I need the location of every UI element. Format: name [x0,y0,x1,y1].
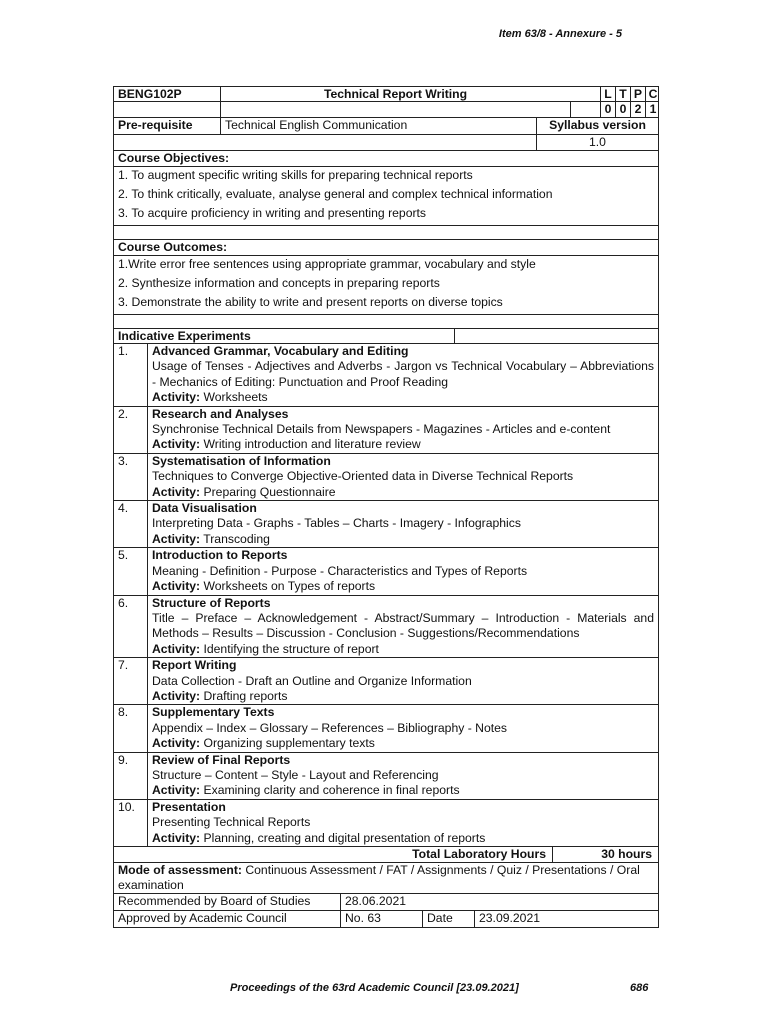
experiment-topics: Appendix – Index – Glossary – References – Bibliography - Notes [152,720,507,735]
page-number: 686 [630,982,649,994]
spacer-row [113,226,659,240]
activity-label: Activity: [152,688,201,703]
academic-council-label: Approved by Academic Council [118,911,287,925]
syllabus-version-label: Syllabus version [536,118,658,134]
experiment-number: 8. [114,705,148,751]
experiments-heading-row [113,329,659,344]
experiment-row [113,501,659,548]
activity-text: Examining clarity and coherence in final reports [200,783,460,798]
objectives-heading: Course Objectives: [113,151,659,167]
experiment-number: 9. [114,753,148,799]
experiment-number: 6. [114,596,148,658]
experiment-row [113,800,659,847]
blank-cell [220,102,570,117]
experiment-number: 7. [114,658,148,704]
experiments-list [113,344,659,847]
experiment-topics: Title – Preface – Acknowledgement - Abstract/Summary – Introduction - Materials and Methods – Results – Discussion - Conclusion - Suggestions/Recommendations [152,610,654,641]
activity-label: Activity: [152,579,201,594]
assessment-row [113,863,659,894]
academic-council-number: No. 63 [340,911,422,927]
activity-text: Worksheets on Types of reports [200,579,376,594]
ltpc-value-c: 1 [645,102,660,117]
experiment-activity [152,390,654,405]
syllabus-version-row [113,135,659,151]
activity-text: Organizing supplementary texts [200,736,375,751]
ltpc-label-p: P [630,87,645,101]
outcome-item: 3. Demonstrate the ability to write and present reports on diverse topics [118,295,503,309]
spacer-row [113,315,659,329]
experiment-title: Advanced Grammar, Vocabulary and Editing [152,344,409,358]
experiment-title: Structure of Reports [152,595,271,610]
total-hours-label: Total Laboratory Hours [412,847,546,861]
activity-label: Activity: [152,830,201,845]
prerequisite-value: Technical English Communication [220,118,536,134]
activity-text: Planning, creating and digital presentation of reports [200,830,486,845]
course-title-row [113,86,659,102]
experiment-title: Introduction to Reports [152,548,288,563]
objective-item: 3. To acquire proficiency in writing and presenting reports [118,206,427,220]
experiment-body [148,800,658,846]
experiment-body [148,501,658,547]
activity-label: Activity: [152,437,201,452]
experiment-topics: Structure – Content – Style - Layout and Referencing [152,767,439,782]
experiment-body [148,454,658,500]
activity-text: Identifying the structure of report [200,641,379,656]
experiment-title: Systematisation of Information [152,453,331,468]
prerequisite-row [113,118,659,135]
experiment-number: 3. [114,454,148,500]
objectives-list [113,167,659,226]
experiment-row [113,658,659,705]
activity-label: Activity: [152,736,201,751]
experiment-row [113,596,659,659]
ltpc-value-l: 0 [600,102,615,117]
experiment-title: Report Writing [152,658,237,673]
experiment-body [148,596,658,658]
experiment-number: 4. [114,501,148,547]
experiment-row [113,344,659,407]
annexure-label: Item 63/8 - Annexure - 5 [498,28,622,40]
experiment-title: Presentation [152,799,226,814]
activity-label: Activity: [152,531,201,546]
experiment-activity [152,437,654,452]
experiment-title: Review of Final Reports [152,752,291,767]
academic-council-row [113,911,659,928]
activity-text: Drafting reports [200,688,288,703]
syllabus-version-value: 1.0 [536,135,658,150]
bos-row [113,894,659,911]
blank-cell [454,329,658,343]
experiment-activity [152,532,654,547]
experiment-body [148,753,658,799]
experiment-activity [152,579,654,594]
academic-council-date: 23.09.2021 [474,911,658,927]
experiment-activity [152,485,654,500]
course-title: Technical Report Writing [220,87,570,101]
experiment-activity [152,831,654,846]
experiments-heading: Indicative Experiments [118,329,251,343]
bos-label: Recommended by Board of Studies [118,894,311,908]
experiment-number: 5. [114,548,148,594]
experiment-activity [152,642,654,657]
objective-item: 1. To augment specific writing skills for preparing technical reports [118,168,473,182]
activity-text: Preparing Questionnaire [200,484,336,499]
outcomes-list [113,256,659,315]
ltpc-value-t: 0 [615,102,630,117]
activity-label: Activity: [152,390,201,405]
assessment-label: Mode of assessment: [118,863,242,877]
syllabus-table [113,86,659,928]
ltpc-label-t: T [615,87,630,101]
experiment-row [113,548,659,595]
experiment-row [113,407,659,454]
assessment-value: Continuous Assessment / FAT / Assignments / Quiz / Presentations / Oral examination [118,863,640,893]
experiment-row [113,753,659,800]
experiment-title: Data Visualisation [152,501,257,516]
experiment-topics: Synchronise Technical Details from Newspapers - Magazines - Articles and e-content [152,422,611,437]
total-hours-row [113,847,659,863]
bos-date: 28.06.2021 [340,894,658,910]
outcome-item: 2. Synthesize information and concepts in preparing reports [118,276,440,290]
experiment-topics: Meaning - Definition - Purpose - Characteristics and Types of Reports [152,563,528,578]
total-hours-value: 30 hours [552,847,658,862]
experiment-activity [152,689,654,704]
outcomes-heading: Course Outcomes: [113,240,659,256]
experiment-title: Research and Analyses [152,406,289,421]
activity-text: Worksheets [200,390,268,405]
experiment-topics: Presenting Technical Reports [152,815,311,830]
experiment-body [148,658,658,704]
ltpc-label-c: C [645,87,660,101]
experiment-body [148,344,658,406]
activity-label: Activity: [152,484,201,499]
experiment-topics: Techniques to Converge Objective-Oriented data in Diverse Technical Reports [152,469,574,484]
experiment-title: Supplementary Texts [152,705,275,720]
activity-text: Transcoding [200,531,270,546]
proceedings-footer: Proceedings of the 63rd Academic Council [23.09.2021] [230,982,519,994]
experiment-activity [152,736,654,751]
experiment-body [148,705,658,751]
experiment-row [113,705,659,752]
experiment-topics: Usage of Tenses - Adjectives and Adverbs - Jargon vs Technical Vocabulary – Abbreviations - Mechanics of Editing: Punctuation and Proof Reading [152,359,654,389]
course-code: BENG102P [118,87,182,101]
activity-label: Activity: [152,641,201,656]
experiment-body [148,548,658,594]
experiment-activity [152,783,654,798]
blank-cell [570,102,600,117]
experiment-body [148,407,658,453]
prerequisite-label: Pre-requisite [118,118,193,132]
date-label: Date [422,911,474,927]
experiment-topics: Interpreting Data - Graphs - Tables – Charts - Imagery - Infographics [152,516,521,531]
activity-label: Activity: [152,783,201,798]
outcome-item: 1.Write error free sentences using appropriate grammar, vocabulary and style [118,257,536,271]
experiment-row [113,454,659,501]
ltpc-values-row [113,102,659,118]
ltpc-label-l: L [600,87,615,101]
experiment-number: 10. [114,800,148,846]
experiment-number: 1. [114,344,148,406]
ltpc-value-p: 2 [630,102,645,117]
objective-item: 2. To think critically, evaluate, analyse general and complex technical information [118,187,553,201]
activity-text: Writing introduction and literature review [200,437,421,452]
experiment-topics: Data Collection - Draft an Outline and Organize Information [152,673,472,688]
experiment-number: 2. [114,407,148,453]
